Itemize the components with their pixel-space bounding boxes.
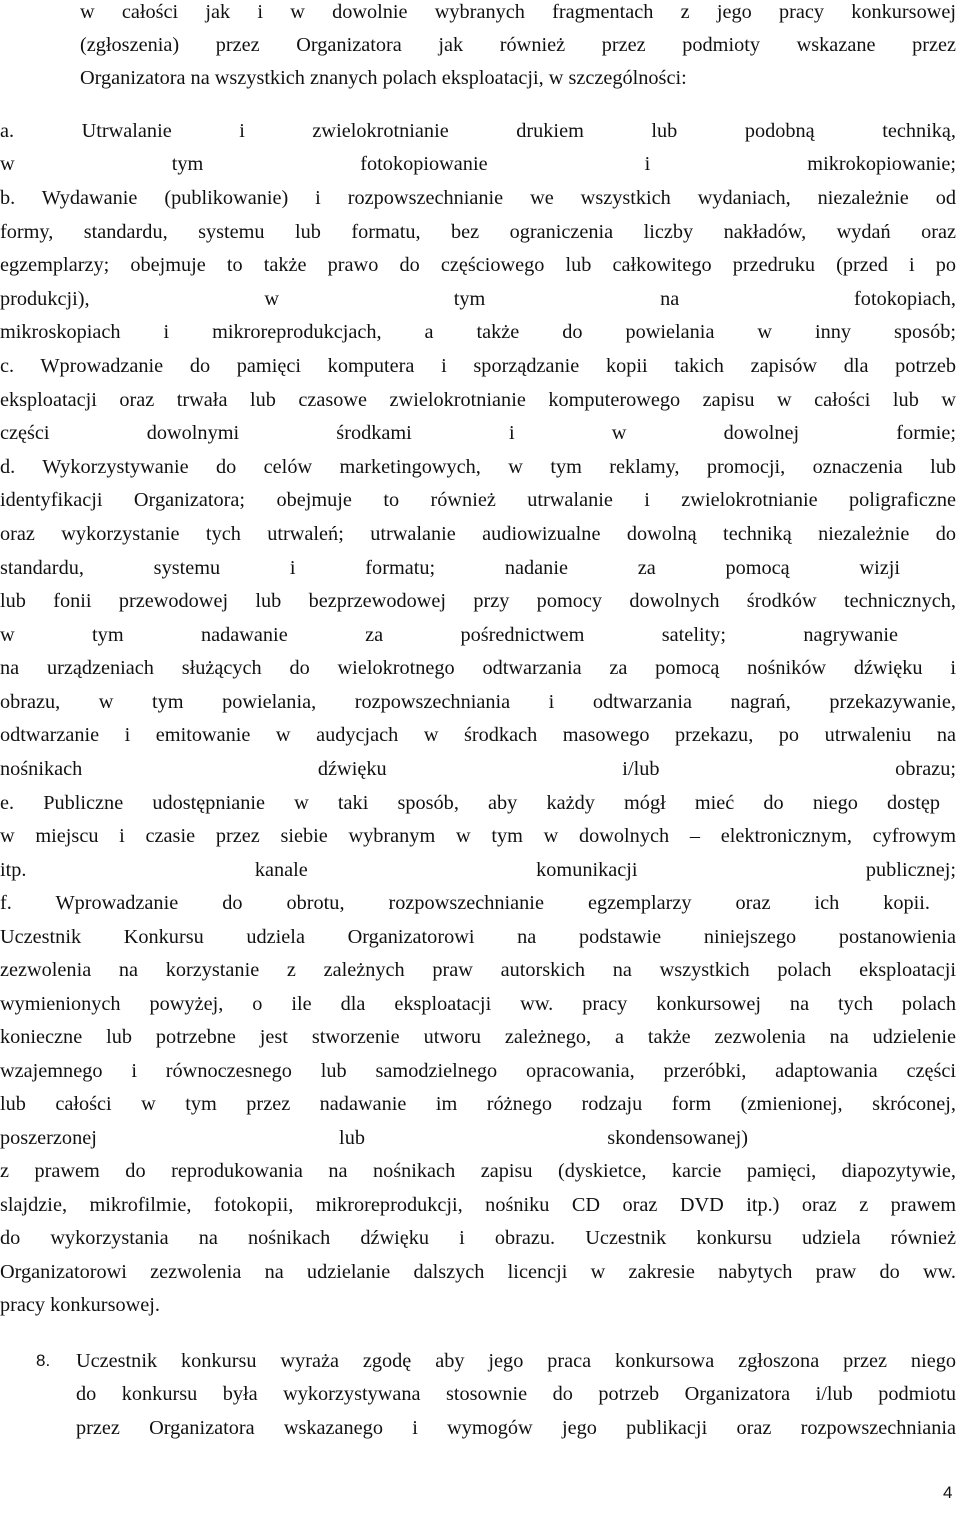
text-line: wzajemnego i równoczesnego lub samodzielnego opracowania, przeróbki, adaptowania części [0, 1060, 956, 1082]
text-line: części dowolnymi środkami i w dowolnej formie; [0, 422, 956, 444]
text-line: (zgłoszenia) przez Organizatora jak również przez podmioty wskazane przez [80, 34, 956, 56]
list-number: 8. [36, 1351, 51, 1370]
text-line: identyfikacji Organizatora; obejmuje to również utrwalanie i zwielokrotnianie poligraficzne [0, 489, 956, 511]
list-item-f: f. Wprowadzanie do obrotu, rozpowszechnianie egzemplarzy oraz ich kopii. [0, 892, 930, 914]
list-item-d: d. Wykorzystywanie do celów marketingowych, w tym reklamy, promocji, oznaczenia lub [0, 456, 956, 478]
text-line: mikroskopiach i mikroreprodukcjach, a także do powielania w inny sposób; [0, 321, 956, 343]
text-line: w tym fotokopiowanie i mikrokopiowanie; [0, 153, 956, 175]
text-line: do konkursu była wykorzystywana stosownie do potrzeb Organizatora i/lub podmiotu [76, 1383, 956, 1405]
text-line: w całości jak i w dowolnie wybranych fragmentach z jego pracy konkursowej [80, 1, 956, 23]
text-line: wymienionych powyżej, o ile dla eksploatacji ww. pracy konkursowej na tych polach [0, 993, 956, 1015]
text-line: z prawem do reprodukowania na nośnikach zapisu (dyskietce, karcie pamięci, diapozytywie, [0, 1160, 956, 1182]
text-line: standardu, systemu i formatu; nadanie za pomocą wizji [0, 557, 900, 579]
page-number: 4 [943, 1483, 953, 1502]
text-line: lub całości w tym przez nadawanie im różnego rodzaju form (zmienionej, skróconej, [0, 1093, 956, 1115]
text-line: Organizatorowi zezwolenia na udzielanie dalszych licencji w zakresie nabytych praw do ww. [0, 1261, 956, 1283]
text-line: na urządzeniach służących do wielokrotnego odtwarzania za pomocą nośników dźwięku i [0, 657, 956, 679]
text-line: itp. kanale komunikacji publicznej; [0, 859, 956, 881]
list-item-b: b. Wydawanie (publikowanie) i rozpowszechnianie we wszystkich wydaniach, niezależnie od [0, 187, 956, 209]
text-line: formy, standardu, systemu lub formatu, bez ograniczenia liczby nakładów, wydań oraz [0, 221, 956, 243]
text-line: w miejscu i czasie przez siebie wybranym w tym w dowolnych – elektronicznym, cyfrowym [0, 825, 956, 847]
text-line: odtwarzanie i emitowanie w audycjach w środkach masowego przekazu, po utrwaleniu na [0, 724, 956, 746]
text-line: Uczestnik Konkursu udziela Organizatorowi na podstawie niniejszego postanowienia [0, 926, 956, 948]
text-line: zezwolenia na korzystanie z zależnych praw autorskich na wszystkich polach eksploatacji [0, 959, 956, 981]
list-item-a: a. Utrwalanie i zwielokrotnianie drukiem lub podobną techniką, [0, 120, 956, 142]
text-line: w tym nadawanie za pośrednictwem satelity; nagrywanie [0, 624, 898, 646]
text-line: konieczne lub potrzebne jest stworzenie utworu zależnego, a także zezwolenia na udzielenie [0, 1026, 956, 1048]
text-line: lub fonii przewodowej lub bezprzewodowej przy pomocy dowolnych środków technicznych, [0, 590, 956, 612]
text-line: poszerzonej lub skondensowanej) [0, 1127, 748, 1149]
text-line: przez Organizatora wskazanego i wymogów jego publikacji oraz rozpowszechniania [76, 1417, 956, 1439]
text-line: do wykorzystania na nośnikach dźwięku i obrazu. Uczestnik konkursu udziela również [0, 1227, 956, 1249]
text-line: oraz wykorzystanie tych utrwaleń; utrwalanie audiowizualne dowolną techniką niezależnie do [0, 523, 956, 545]
text-line: obrazu, w tym powielania, rozpowszechniania i odtwarzania nagrań, przekazywanie, [0, 691, 956, 713]
text-line: eksploatacji oraz trwała lub czasowe zwielokrotnianie komputerowego zapisu w całości lub w [0, 389, 956, 411]
list-item-c: c. Wprowadzanie do pamięci komputera i sporządzanie kopii takich zapisów dla potrzeb [0, 355, 956, 377]
text-line: produkcji), w tym na fotokopiach, [0, 288, 956, 310]
list-item-e: e. Publiczne udostępnianie w taki sposób, aby każdy mógł mieć do niego dostęp [0, 792, 940, 814]
text-line: Organizatora na wszystkich znanych polach eksploatacji, w szczególności: [80, 67, 687, 89]
text-line: slajdzie, mikrofilmie, fotokopii, mikroreprodukcji, nośniku CD oraz DVD itp.) oraz z prawem [0, 1194, 956, 1216]
text-line: pracy konkursowej. [0, 1294, 160, 1316]
text-line: nośnikach dźwięku i/lub obrazu; [0, 758, 956, 780]
list-item-8: Uczestnik konkursu wyraża zgodę aby jego praca konkursowa zgłoszona przez niego [76, 1350, 956, 1372]
text-line: egzemplarzy; obejmuje to także prawo do częściowego lub całkowitego przedruku (przed i po [0, 254, 956, 276]
